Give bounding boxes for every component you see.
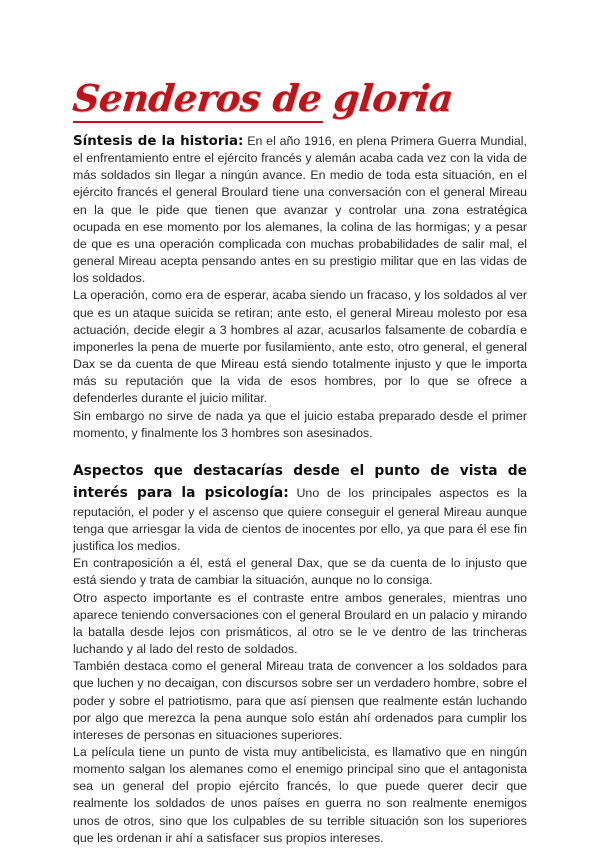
paragraph-text: Uno de los principales aspectos es la reputación, el poder y el ascenso que quiere conseguir el general Mireau aunque tenga que arriesgar la vida de cientos de inocentes por ello, ya que para él ese fin justifica los medios. [73, 485, 527, 554]
paragraph: La operación, como era de esperar, acaba siendo un fracaso, y los soldados al ver que es un ataque suicida se retiran; ante esto, el general Mireau molesto por esa actuación, decide elegir a 3 hombres al azar, acusarlos falsamente de cobardía e imponerles la pena de muerte por fusilamiento, ante esto, otro general, el general Dax se da cuenta de que Mireau está siendo totalmente injusto y que le importa más su reputación que la vida de esos hombres, por lo que se ofrece a defenderles durante el juicio militar. [73, 288, 527, 406]
paragraph-text: En el año 1916, en plena Primera Guerra Mundial, el enfrentamiento entre el ejército francés y alemán acaba cada vez con la vida de más soldados sin llegar a ningún avance. En medio de toda esta situación, en el ejército francés el general Broulard tiene una conversación con el general Mireau en la que le pide que tienen que avanzar y controlar una zona estratégica ocupada en ese momento por los alemanes, la colina de las hormigas; y a pesar de que es una operación complicada con muchas probabilidades de salir mal, el general Mireau acepta pensando antes en su prestigio militar que en las vidas de los soldados. [73, 134, 527, 286]
document-body [73, 133, 527, 847]
title-underline [73, 121, 323, 123]
section-synopsis-intro [73, 133, 527, 287]
paragraph: Sin embargo no sirve de nada ya que el juicio estaba preparado desde el primer momento, y finalmente los 3 hombres son asesinados. [73, 408, 527, 440]
section-heading-psychology: Aspectos que destacarías desde el punto de vista de interés para la psicología: [73, 462, 527, 501]
paragraph: También destaca como el general Mireau trata de convencer a los soldados para que luchen y no decaigan, con discursos sobre ser un verdadero hombre, sobre el poder y sobre el patriotismo, para que así piensen que realmente están luchando por algo que merezca la pena aunque solo están ahí ordenados para cumplir los intereses de personas en situaciones superiores. [73, 659, 527, 742]
paragraph: La película tiene un punto de vista muy antibelicista, es llamativo que en ningún momento salgan los alemanes como el enemigo principal sino que el antagonista sea un general del propio ejército francés, lo que puede querer decir que realmente los soldados de unos países en guerra no son realmente enemigos unos de otros, sino que los culpables de su terrible situación son los superiores que les ordenan ir ahí a satisfacer sus propios intereses. [73, 745, 527, 845]
document-title: Senderos de gloria [70, 76, 456, 120]
section-psychology-intro [73, 460, 527, 555]
paragraph: En contraposición a él, está el general Dax, que se da cuenta de lo injusto que está siendo y trata de cambiar la situación, aunque no lo consiga. [73, 556, 527, 588]
section-heading-synopsis: Síntesis de la historia: [73, 134, 244, 149]
paragraph: Otro aspecto importante es el contraste entre ambos generales, mientras uno aparece teniendo conversaciones con el general Broulard en un palacio y mirando la batalla desde lejos con prismáticos, al otro se le ve dentro de las trincheras luchando y al lado del resto de soldados. [73, 590, 527, 657]
